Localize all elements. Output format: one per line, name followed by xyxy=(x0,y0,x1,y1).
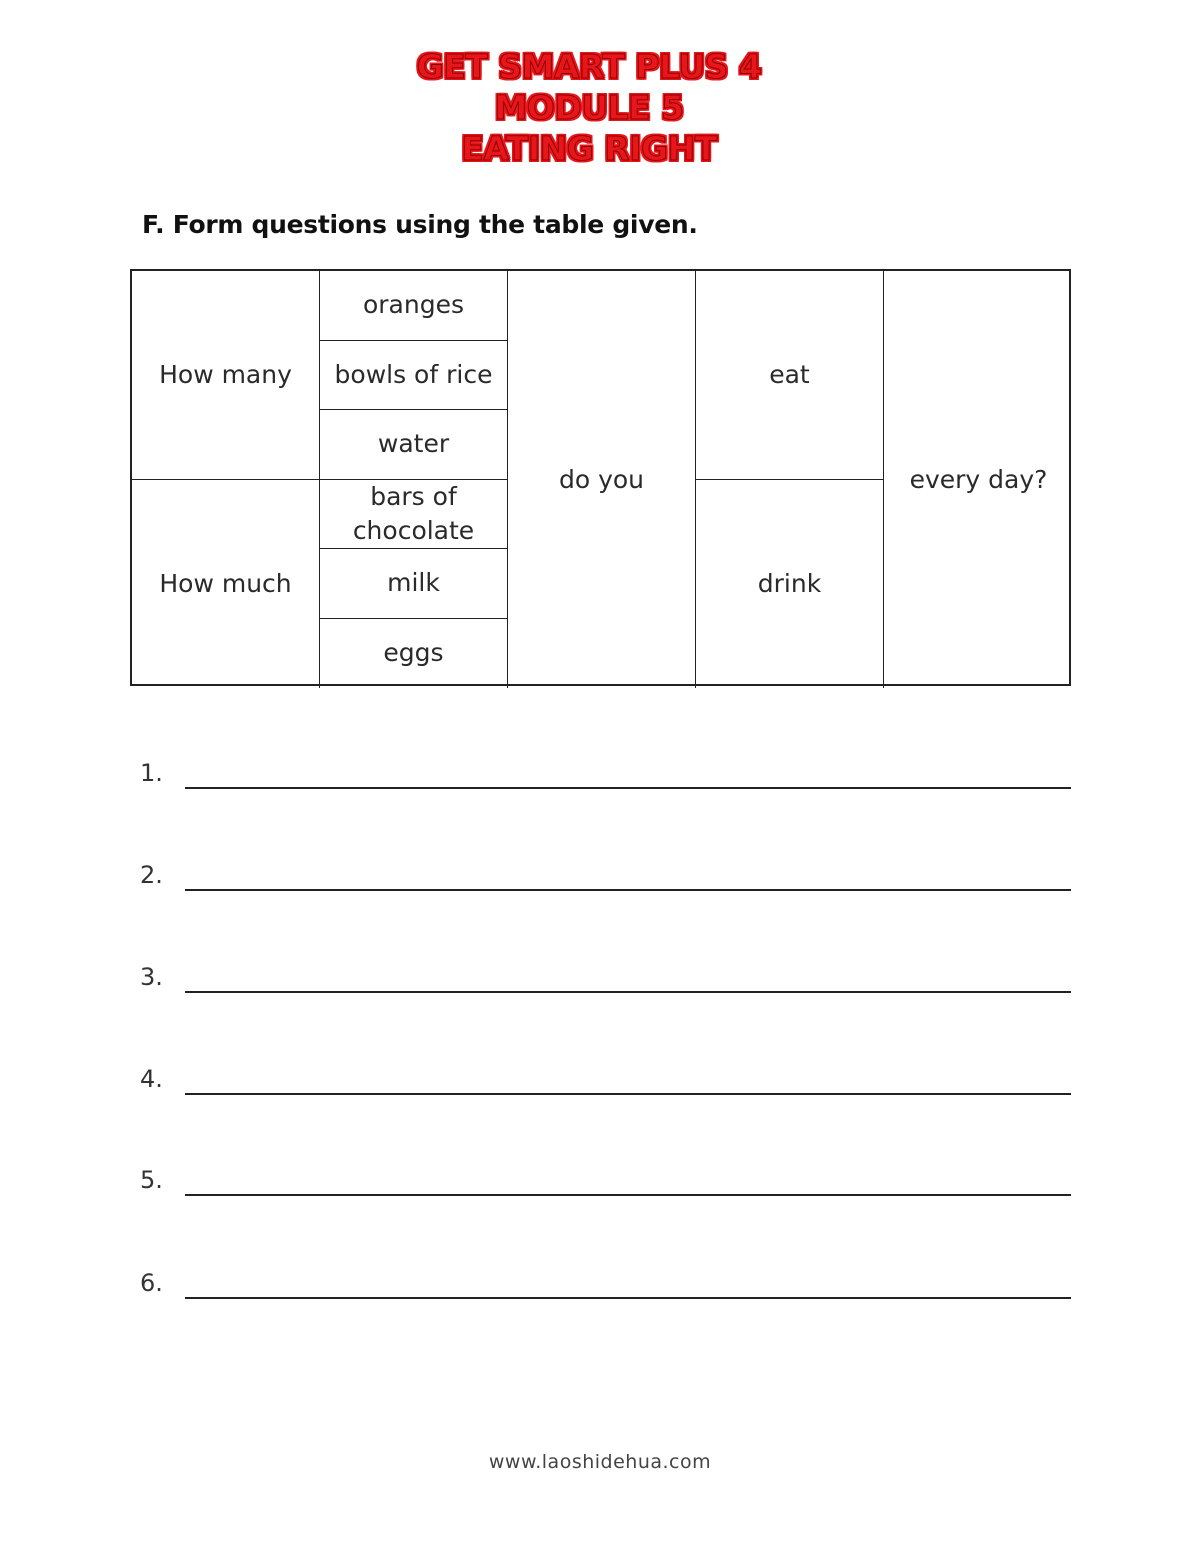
answer-row-2 xyxy=(140,851,1071,891)
verb-cell-drink: drink xyxy=(696,480,884,689)
answer-row-4 xyxy=(140,1055,1071,1095)
title-line-3: EATING RIGHT xyxy=(461,129,717,168)
title-line-2: MODULE 5 xyxy=(494,88,684,127)
answer-number: 4. xyxy=(140,1065,163,1093)
noun-cell-water: water xyxy=(320,410,508,480)
answer-number: 5. xyxy=(140,1166,163,1194)
noun-cell-bars-of-chocolate: bars of chocolate xyxy=(320,480,508,550)
noun-cell-bowls-of-rice: bowls of rice xyxy=(320,341,508,411)
answer-row-6 xyxy=(140,1259,1071,1299)
answer-row-3 xyxy=(140,953,1071,993)
answer-row-5 xyxy=(140,1156,1071,1196)
answer-number: 1. xyxy=(140,759,163,787)
noun-cell-oranges: oranges xyxy=(320,271,508,341)
answer-number: 2. xyxy=(140,861,163,889)
title-line-1: GET SMART PLUS 4 xyxy=(416,47,762,86)
answer-blank-line[interactable] xyxy=(185,1194,1071,1196)
noun-cell-eggs: eggs xyxy=(320,619,508,689)
answer-row-1 xyxy=(140,749,1071,789)
answer-number: 6. xyxy=(140,1269,163,1297)
worksheet-title xyxy=(0,46,1178,169)
substitution-table xyxy=(130,269,1071,686)
answer-blank-line[interactable] xyxy=(185,991,1071,993)
aux-cell-do-you: do you xyxy=(508,271,696,688)
noun-cell-milk: milk xyxy=(320,549,508,619)
answer-blank-line[interactable] xyxy=(185,1093,1071,1095)
verb-cell-eat: eat xyxy=(696,271,884,480)
answer-blank-line[interactable] xyxy=(185,889,1071,891)
how-many-cell: How many xyxy=(132,271,320,480)
ending-cell-every-day: every day? xyxy=(909,464,1048,494)
footer-website: www.laoshidehua.com xyxy=(488,1451,712,1473)
answer-blank-line[interactable] xyxy=(185,1297,1071,1299)
exercise-instruction: F. Form questions using the table given. xyxy=(142,210,698,239)
answer-blank-line[interactable] xyxy=(185,787,1071,789)
how-much-cell: How much xyxy=(132,480,320,689)
answer-number: 3. xyxy=(140,963,163,991)
